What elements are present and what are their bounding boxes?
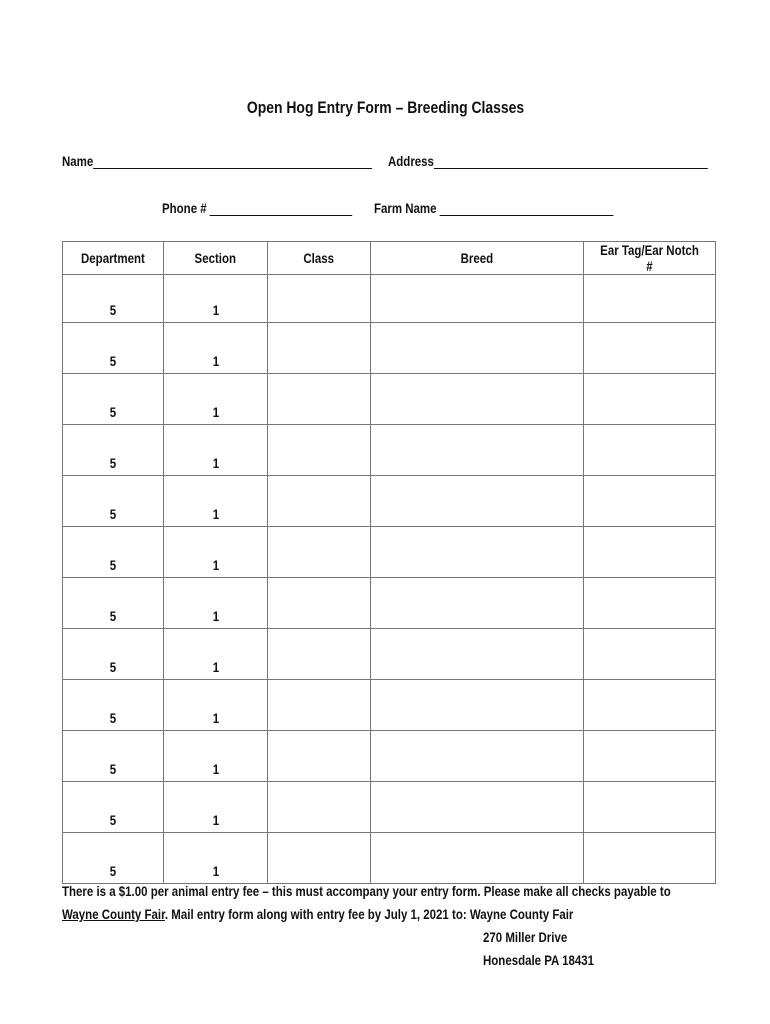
ear-tag-cell[interactable] [584, 374, 716, 425]
fee-note-line-1: There is a $1.00 per animal entry fee – this must accompany your entry form. Please make all checks payable to [62, 883, 671, 899]
phone-field[interactable] [162, 200, 353, 216]
ear-tag-cell[interactable] [584, 629, 716, 680]
class-cell[interactable] [268, 833, 371, 884]
breed-cell[interactable] [371, 527, 584, 578]
table-row [63, 476, 716, 527]
ear-tag-cell[interactable] [584, 476, 716, 527]
department-cell: 5 [63, 578, 164, 629]
department-cell: 5 [63, 425, 164, 476]
section-cell: 1 [164, 578, 268, 629]
breed-cell[interactable] [371, 629, 584, 680]
department-cell: 5 [63, 374, 164, 425]
breed-cell[interactable] [371, 578, 584, 629]
breed-cell[interactable] [371, 374, 584, 425]
page-title: Open Hog Entry Form – Breeding Classes [246, 98, 525, 117]
breed-cell[interactable] [371, 782, 584, 833]
department-cell: 5 [63, 323, 164, 374]
ear-tag-cell[interactable] [584, 527, 716, 578]
department-cell: 5 [63, 629, 164, 680]
ear-tag-cell[interactable] [584, 275, 716, 323]
ear-tag-cell[interactable] [584, 323, 716, 374]
payee-name: Wayne County Fair [62, 906, 165, 922]
class-cell[interactable] [268, 323, 371, 374]
column-header: Department [63, 242, 164, 275]
department-cell: 5 [63, 527, 164, 578]
ear-tag-cell[interactable] [584, 680, 716, 731]
section-cell: 1 [164, 833, 268, 884]
class-cell[interactable] [268, 782, 371, 833]
table-row [63, 323, 716, 374]
section-cell: 1 [164, 629, 268, 680]
section-cell: 1 [164, 374, 268, 425]
department-cell: 5 [63, 275, 164, 323]
section-cell: 1 [164, 476, 268, 527]
address-city: Honesdale PA 18431 [483, 952, 595, 968]
table-row [63, 527, 716, 578]
table-header-row [63, 242, 716, 275]
name-input-line[interactable] [93, 154, 372, 169]
table-row [63, 578, 716, 629]
farm-name-label: Farm Name [374, 200, 437, 216]
column-header: Class [268, 242, 371, 275]
address-label: Address [388, 153, 434, 169]
table-row [63, 425, 716, 476]
class-cell[interactable] [268, 425, 371, 476]
table-row [63, 680, 716, 731]
table-row [63, 782, 716, 833]
name-label: Name [62, 153, 94, 169]
class-cell[interactable] [268, 275, 371, 323]
class-cell[interactable] [268, 527, 371, 578]
entry-fee-note [62, 880, 671, 926]
column-header: Ear Tag/Ear Notch # [584, 242, 716, 275]
table-row [63, 374, 716, 425]
breed-cell[interactable] [371, 275, 584, 323]
section-cell: 1 [164, 425, 268, 476]
address-field[interactable] [388, 153, 708, 169]
breed-cell[interactable] [371, 680, 584, 731]
class-cell[interactable] [268, 374, 371, 425]
breed-cell[interactable] [371, 425, 584, 476]
name-field[interactable] [62, 153, 372, 169]
section-cell: 1 [164, 527, 268, 578]
entry-table [62, 241, 716, 884]
table-row [63, 275, 716, 323]
breed-cell[interactable] [371, 833, 584, 884]
section-cell: 1 [164, 782, 268, 833]
table-row [63, 629, 716, 680]
ear-tag-cell[interactable] [584, 578, 716, 629]
farm-name-input-line[interactable] [440, 201, 614, 216]
table-row [63, 833, 716, 884]
class-cell[interactable] [268, 578, 371, 629]
class-cell[interactable] [268, 629, 371, 680]
ear-tag-cell[interactable] [584, 833, 716, 884]
breed-cell[interactable] [371, 476, 584, 527]
column-header: Section [164, 242, 268, 275]
breed-cell[interactable] [371, 323, 584, 374]
section-cell: 1 [164, 323, 268, 374]
ear-tag-cell[interactable] [584, 731, 716, 782]
farm-name-field[interactable] [374, 200, 614, 216]
phone-input-line[interactable] [210, 201, 353, 216]
department-cell: 5 [63, 833, 164, 884]
address-input-line[interactable] [434, 154, 708, 169]
ear-tag-cell[interactable] [584, 782, 716, 833]
breed-cell[interactable] [371, 731, 584, 782]
class-cell[interactable] [268, 680, 371, 731]
department-cell: 5 [63, 476, 164, 527]
mailing-address [483, 926, 594, 972]
fee-note-line-2 [62, 903, 671, 926]
column-header: Breed [371, 242, 584, 275]
department-cell: 5 [63, 782, 164, 833]
table-row [63, 731, 716, 782]
department-cell: 5 [63, 680, 164, 731]
class-cell[interactable] [268, 476, 371, 527]
section-cell: 1 [164, 731, 268, 782]
section-cell: 1 [164, 680, 268, 731]
department-cell: 5 [63, 731, 164, 782]
section-cell: 1 [164, 275, 268, 323]
phone-label: Phone # [162, 200, 207, 216]
address-street: 270 Miller Drive [483, 929, 568, 945]
class-cell[interactable] [268, 731, 371, 782]
mail-instructions: . Mail entry form along with entry fee by July 1, 2021 to: Wayne County Fair [164, 906, 574, 922]
ear-tag-cell[interactable] [584, 425, 716, 476]
